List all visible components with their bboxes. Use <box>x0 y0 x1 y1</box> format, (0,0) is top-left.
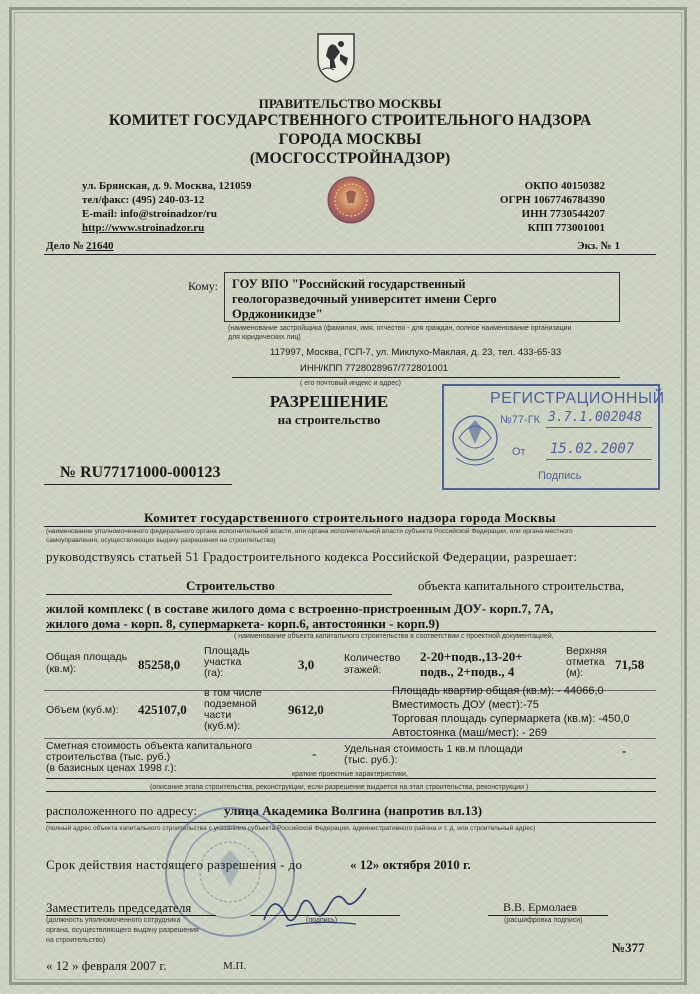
underground-value: 9612,0 <box>288 702 324 717</box>
case-number: 21640 <box>86 240 114 252</box>
top-mark-label3: (м): <box>566 667 584 679</box>
work-type: Строительство <box>186 578 275 593</box>
object-hint: ( наименование объекта капитального строительства в соответствии с проектной документацией, <box>234 633 554 640</box>
location-value: улица Академика Волгина (напротив вл.13) <box>224 803 483 818</box>
underground-label4: (куб.м): <box>204 720 241 732</box>
permit-number-underline <box>44 484 232 485</box>
recipient-name-hint2: для юридических лиц) <box>228 334 301 341</box>
underground-label2: подземной <box>204 698 257 710</box>
cost-label3: (в базисных ценах 1998 г.): <box>46 762 177 774</box>
cost-label1: Сметная стоимость объекта капитального <box>46 740 252 752</box>
unit-cost-label2: (тыс. руб.): <box>344 754 398 766</box>
recipient-address: 117997, Москва, ГСП-7, ул. Миклухо-Маклая, д. 23, тел. 433-65-33 <box>270 347 562 358</box>
kindergarten-capacity: Вместимость ДОУ (мест):-75 <box>392 699 539 711</box>
committee-short-name: (МОСГОССТРОЙНАДЗОР) <box>249 150 451 167</box>
stage-hint: (описание этапа строительства, реконструкции, если разрешение выдается на этап строительства, реконструкции ) <box>150 784 529 791</box>
location-underline <box>46 822 656 823</box>
okpo-code: ОКПО 40150382 <box>524 180 605 192</box>
copy-number: Экз. № 1 <box>577 240 620 252</box>
committee-phone: тел/факс: (495) 240-03-12 <box>82 194 205 206</box>
recipient-address-hint: ( его почтовый индекс и адрес) <box>300 380 401 387</box>
supermarket-area: Торговая площадь супермаркета (кв.м): -450,0 <box>392 713 630 725</box>
recipient-name-line3: Орджоникидзе" <box>232 307 323 321</box>
position-hint1: (должность уполномоченного сотрудника <box>46 917 181 924</box>
parking-capacity: Автостоянка (маш/мест): - 269 <box>392 727 548 739</box>
stamp-date-label: От <box>512 446 526 458</box>
stamp-emblem-icon <box>446 404 504 478</box>
stamp-date-line <box>546 459 652 460</box>
site-area-value: 3,0 <box>298 657 315 672</box>
stamp-number-label: №77-ГК <box>500 414 541 426</box>
committee-address: ул. Брянская, д. 9. Москва, 121059 <box>82 180 252 192</box>
moscow-coat-of-arms-icon <box>314 30 358 84</box>
total-area-label1: Общая площадь <box>46 651 128 663</box>
stamp-number-value: 3.7.1.002048 <box>548 410 642 425</box>
stamp-title: РЕГИСТРАЦИОННЫЙ <box>490 390 665 407</box>
recipient-name-hint1: (наименование застройщика (фамилия, имя, отчество - для граждан, полное наименование организации <box>228 325 572 332</box>
object-description-line1: жилой комплекс ( в составе жилого дома с встроенно-пристроенным ДОУ- корп.7, 7А, <box>46 601 554 616</box>
site-area-label1: Площадь <box>204 645 250 657</box>
object-type: объекта капитального строительства, <box>418 578 625 593</box>
apartments-area: Площадь квартир общая (кв.м): - 44066,0 <box>392 685 604 697</box>
location-hint: (полный адрес объекта капитального строительства с указанием субъекта Российской Федерации, административного района и т. д. или строительный адрес) <box>46 825 536 832</box>
brief-underline <box>46 778 656 779</box>
top-mark-label1: Верхняя <box>566 645 607 657</box>
top-mark-value: 71,58 <box>615 657 645 672</box>
site-area-label3: (га): <box>204 667 224 679</box>
validity-date: « 12» октября 2010 г. <box>350 857 471 872</box>
object-underline <box>46 631 656 632</box>
position-hint3: на строительство) <box>46 937 106 944</box>
total-area-value: 85258,0 <box>138 657 181 672</box>
total-area-label2: (кв.м): <box>46 663 77 675</box>
top-mark-label2: отметка <box>566 656 605 668</box>
cost-label2: строительства (тыс. руб.) <box>46 751 171 763</box>
issuing-authority: Комитет государственного строительного надзора города Москвы <box>144 510 556 525</box>
stamp-date-value: 15.02.2007 <box>550 441 635 457</box>
unit-cost-value: - <box>622 743 627 758</box>
hologram-seal-icon <box>326 175 376 225</box>
stamp-number-line <box>546 427 652 428</box>
government-title: ПРАВИТЕЛЬСТВО МОСКВЫ <box>258 96 442 111</box>
underground-label3: части <box>204 709 232 721</box>
committee-email: E-mail: info@stroinadzor/ru <box>82 208 217 220</box>
unit-cost-label1: Удельная стоимость 1 кв.м площади <box>344 743 523 755</box>
floors-label1: Количество <box>344 652 401 664</box>
position-underline <box>46 915 216 916</box>
ogrn-code: ОГРН 1067746784390 <box>499 194 605 206</box>
committee-title-line2: ГОРОДА МОСКВЫ <box>278 131 422 148</box>
document-subtitle: на строительство <box>277 412 381 427</box>
seal-place: М.П. <box>223 960 247 972</box>
stage-underline <box>46 791 656 792</box>
document-title: РАЗРЕШЕНИЕ <box>269 392 389 411</box>
permit-number: № RU77171000-000123 <box>60 464 221 481</box>
location-label: расположенного по адресу: <box>46 803 197 818</box>
name-underline <box>488 915 608 916</box>
cost-value: - <box>312 746 317 761</box>
recipient-name-line2: геологоразведочный университет имени Серго <box>232 292 497 306</box>
committee-website: http://www.stroinadzor.ru <box>82 222 205 234</box>
signature-hint: (подпись) <box>306 917 338 924</box>
floors-value2: подв., 2+подв., 4 <box>420 664 515 679</box>
position-hint2: органа, осуществляющего выдачу разрешения <box>46 927 199 934</box>
guided-clause: руководствуясь статьей 51 Градостроительного кодекса Российской Федерации, разрешает: <box>46 549 578 564</box>
committee-title-line1: КОМИТЕТ ГОСУДАРСТВЕННОГО СТРОИТЕЛЬНОГО НАДЗОРА <box>108 112 592 129</box>
authority-hint2: самоуправления, осуществляющих выдачу разрешения на строительство) <box>46 537 276 544</box>
brief-hint: краткие проектные характеристики, <box>292 771 408 778</box>
kpp-code: КПП 773001001 <box>527 222 605 234</box>
authority-hint1: (наименование уполномоченного федерального органа исполнительной власти, или органа исполнительной власти субъекта Российской Федерации, или органа местного <box>46 528 573 535</box>
case-label: Дело № <box>46 240 85 252</box>
floors-label2: этажей: <box>344 664 382 676</box>
address-underline <box>232 377 620 378</box>
recipient-label: Кому: <box>188 279 218 293</box>
object-description-line2: жилого дома - корп. 8, супермаркета- корп.6, автостоянки - корп.9) <box>46 616 440 631</box>
signature-underline <box>250 915 400 916</box>
work-type-underline <box>46 594 392 595</box>
underground-label1: в том числе <box>204 687 262 699</box>
name-hint: (расшифровка подписи) <box>504 917 583 924</box>
volume-label: Объем (куб.м): <box>46 704 119 716</box>
handwritten-signature <box>256 884 376 936</box>
authority-underline <box>44 526 656 527</box>
recipient-name-line1: ГОУ ВПО "Российский государственный <box>232 277 466 291</box>
document-number: №377 <box>612 940 645 955</box>
stamp-signature-label: Подпись <box>538 470 582 482</box>
site-area-label2: участка <box>204 656 242 668</box>
recipient-inn: ИНН/КПП 7728028967/772801001 <box>300 363 449 374</box>
header-divider <box>44 254 656 255</box>
inn-code: ИНН 7730544207 <box>521 208 605 220</box>
signatory-name: В.В. Ермолаев <box>503 900 577 914</box>
signatory-position: Заместитель председателя <box>46 900 192 915</box>
issue-date: « 12 » февраля 2007 г. <box>46 958 167 973</box>
floors-value1: 2-20+подв.,13-20+ <box>420 649 523 664</box>
volume-value: 425107,0 <box>138 702 187 717</box>
validity-label: Срок действия настоящего разрешения - до <box>46 857 303 872</box>
